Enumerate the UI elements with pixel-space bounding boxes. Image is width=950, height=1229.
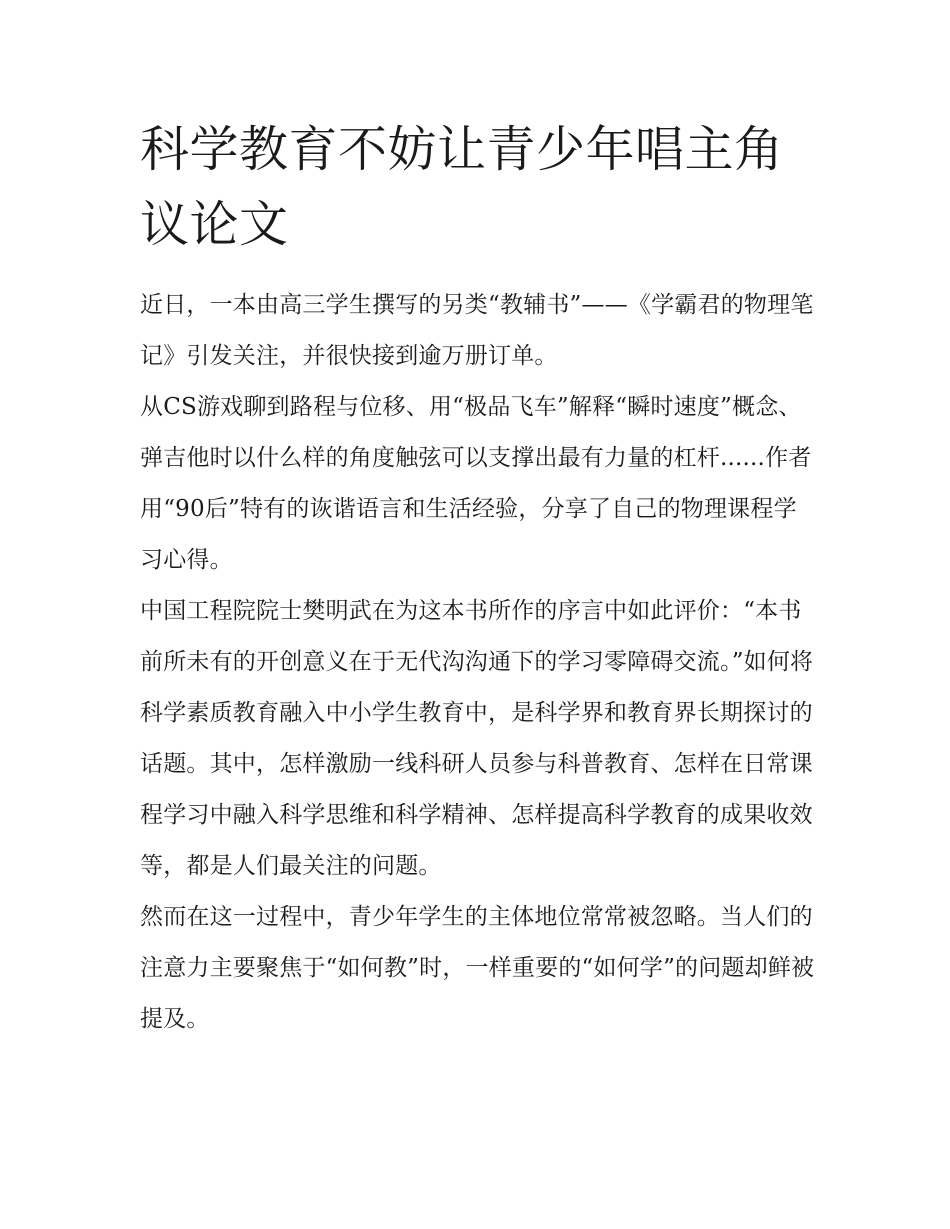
paragraph: 从CS游戏聊到路程与位移、用“极品飞车”解释“瞬时速度”概念、弹吉他时以什么样的角度触弦可以支撑出最有力量的杠杆......作者用“90后”特有的诙谐语言和生活经验，分享了自己的物理课程学习心得。 <box>140 394 812 573</box>
paragraph: 然而在这一过程中，青少年学生的主体地位常常被忽略。当人们的注意力主要聚焦于“如何教”时，一样重要的“如何学”的问题却鲜被提及。 <box>140 904 815 1032</box>
paragraph: 近日，一本由高三学生撰写的另类“教辅书”——《学霸君的物理笔记》引发关注，并很快接到逾万册订单。 <box>140 292 814 369</box>
paragraph: 中国工程院院士樊明武在为这本书所作的序言中如此评价：“本书前所未有的开创意义在于无代沟沟通下的学习零障碍交流。”如何将科学素质教育融入中小学生教育中，是科学界和教育界长期探讨的话题。其中，怎样激励一线科研人员参与科普教育、怎样在日常课程学习中融入科学思维和科学精神、怎样提高科学教育的成果收效等，都是人们最关注的问题。 <box>140 598 814 879</box>
document-title: 科学教育不妨让青少年唱主角议论文 <box>140 121 784 253</box>
document-page <box>140 112 815 1045</box>
document-body <box>140 280 815 1045</box>
